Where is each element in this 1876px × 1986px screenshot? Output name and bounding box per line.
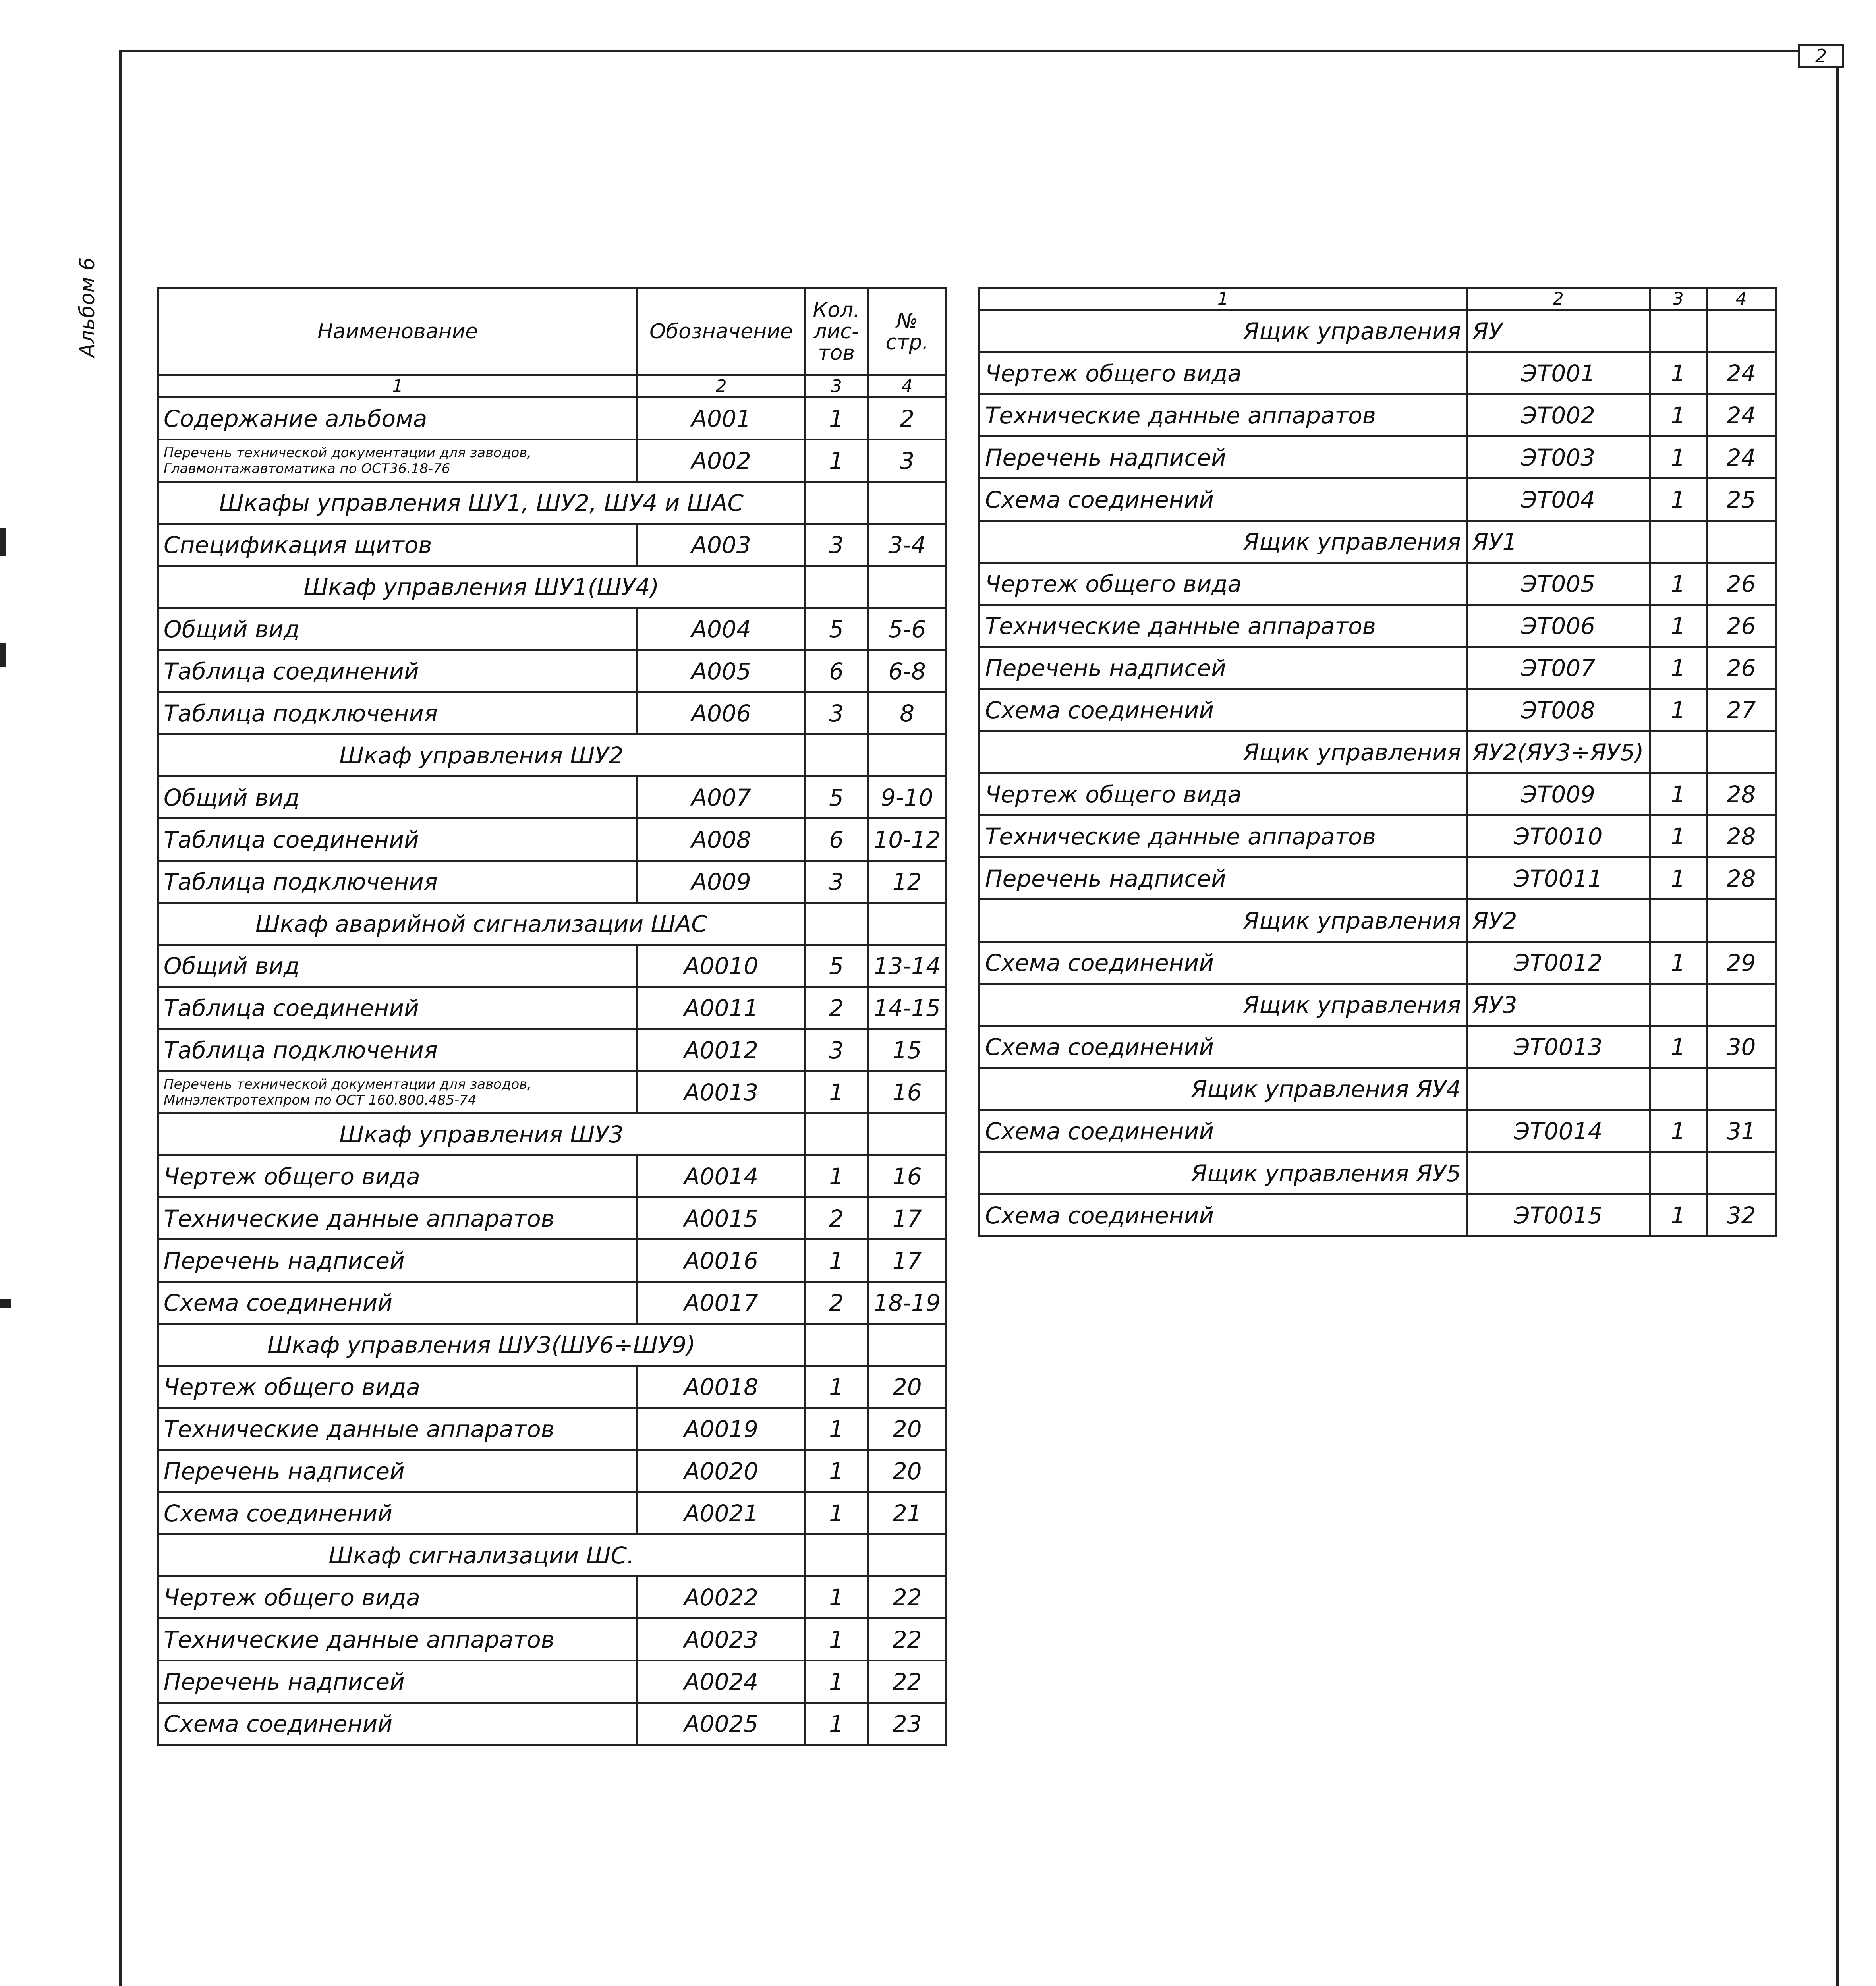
item-page: 2	[868, 398, 947, 440]
item-name: Таблица соединений	[158, 650, 638, 692]
item-page: 20	[868, 1366, 947, 1408]
table-row	[158, 1619, 947, 1661]
table-row	[158, 1661, 947, 1703]
item-sheets: 1	[1650, 1194, 1706, 1236]
section-title: Шкаф управления ШУ1(ШУ4)	[158, 566, 805, 608]
item-page: 26	[1706, 605, 1776, 647]
header-code: Обозначение	[638, 288, 805, 375]
item-name: Чертеж общего вида	[980, 563, 1467, 605]
section-code: ЯУ1	[1467, 521, 1650, 563]
item-name: Схема соединений	[980, 1194, 1467, 1236]
table-row	[158, 1366, 947, 1408]
item-name: Схема соединений	[980, 1026, 1467, 1068]
item-name: Чертеж общего вида	[158, 1366, 638, 1408]
section-row	[980, 1152, 1776, 1194]
item-name: Схема соединений	[158, 1703, 638, 1745]
item-page: 28	[1706, 858, 1776, 900]
item-page: 20	[868, 1450, 947, 1492]
item-name: Перечень надписей	[158, 1661, 638, 1703]
item-code: А005	[638, 650, 805, 692]
table-row	[158, 608, 947, 650]
item-sheets: 1	[1650, 437, 1706, 479]
item-sheets: 3	[805, 1029, 868, 1071]
col-number: 1	[158, 375, 638, 398]
item-page: 15	[868, 1029, 947, 1071]
item-name: Перечень технической документации для заводов, Главмонтажавтоматика по ОСТ36.18-76	[158, 440, 638, 482]
table-row	[158, 1450, 947, 1492]
section-title: Шкаф сигнализации ШС.	[158, 1534, 805, 1576]
section-title: Шкаф аварийной сигнализации ШАС	[158, 903, 805, 945]
empty-cell	[805, 566, 868, 608]
empty-cell	[1706, 731, 1776, 773]
item-page: 9-10	[868, 777, 947, 819]
item-page: 12	[868, 861, 947, 903]
item-page: 23	[868, 1703, 947, 1745]
empty-cell	[1706, 521, 1776, 563]
item-page: 22	[868, 1619, 947, 1661]
item-name: Содержание альбома	[158, 398, 638, 440]
item-code: А0010	[638, 945, 805, 987]
item-page: 18-19	[868, 1282, 947, 1324]
item-sheets: 1	[805, 1240, 868, 1282]
item-sheets: 1	[1650, 1026, 1706, 1068]
item-sheets: 1	[805, 1661, 868, 1703]
item-page: 3	[868, 440, 947, 482]
item-code: А0021	[638, 1492, 805, 1534]
empty-cell	[1650, 310, 1706, 352]
section-row	[158, 1534, 947, 1576]
section-title: Ящик управления	[980, 984, 1467, 1026]
item-page: 14-15	[868, 987, 947, 1029]
header-page: № стр.	[868, 288, 947, 375]
item-sheets: 3	[805, 692, 868, 734]
item-sheets: 1	[805, 1071, 868, 1113]
empty-cell	[1706, 1068, 1776, 1110]
table-row	[980, 605, 1776, 647]
table-row	[980, 437, 1776, 479]
item-name: Спецификация щитов	[158, 524, 638, 566]
empty-cell	[1650, 1068, 1706, 1110]
item-page: 22	[868, 1661, 947, 1703]
item-sheets: 1	[805, 1492, 868, 1534]
section-title: Шкаф управления ШУ3	[158, 1113, 805, 1155]
empty-cell	[1706, 1152, 1776, 1194]
empty-cell	[1706, 900, 1776, 942]
item-page: 32	[1706, 1194, 1776, 1236]
section-row	[980, 521, 1776, 563]
item-code: А0011	[638, 987, 805, 1029]
item-code: ЭТ006	[1467, 605, 1650, 647]
table-row	[980, 815, 1776, 858]
table-row	[158, 945, 947, 987]
item-code: А002	[638, 440, 805, 482]
item-page: 8	[868, 692, 947, 734]
item-name: Технические данные аппаратов	[980, 394, 1467, 437]
item-code: ЭТ0010	[1467, 815, 1650, 858]
empty-cell	[868, 903, 947, 945]
item-page: 17	[868, 1240, 947, 1282]
item-code: А0025	[638, 1703, 805, 1745]
item-name: Схема соединений	[980, 942, 1467, 984]
item-page: 16	[868, 1071, 947, 1113]
empty-cell	[1650, 900, 1706, 942]
col-number: 2	[1467, 288, 1650, 310]
item-name: Чертеж общего вида	[158, 1576, 638, 1619]
item-code: ЭТ004	[1467, 479, 1650, 521]
item-name: Перечень надписей	[158, 1240, 638, 1282]
section-title: Шкаф управления ШУ3(ШУ6÷ШУ9)	[158, 1324, 805, 1366]
item-code: А0023	[638, 1619, 805, 1661]
empty-cell	[868, 1113, 947, 1155]
empty-cell	[868, 1324, 947, 1366]
item-name: Технические данные аппаратов	[980, 815, 1467, 858]
item-sheets: 1	[1650, 647, 1706, 689]
table-row	[158, 692, 947, 734]
empty-cell	[805, 1113, 868, 1155]
section-code: ЯУ2	[1467, 900, 1650, 942]
item-code: ЭТ0011	[1467, 858, 1650, 900]
section-title: Ящик управления ЯУ5	[980, 1152, 1467, 1194]
item-code: ЭТ003	[1467, 437, 1650, 479]
table-row	[980, 352, 1776, 394]
item-page: 21	[868, 1492, 947, 1534]
item-sheets: 6	[805, 650, 868, 692]
item-code: А0012	[638, 1029, 805, 1071]
section-row	[158, 903, 947, 945]
item-code: ЭТ0012	[1467, 942, 1650, 984]
table-row	[158, 1198, 947, 1240]
item-page: 5-6	[868, 608, 947, 650]
item-sheets: 5	[805, 777, 868, 819]
item-sheets: 6	[805, 819, 868, 861]
section-row	[158, 1113, 947, 1155]
item-code: А003	[638, 524, 805, 566]
item-name: Перечень надписей	[980, 437, 1467, 479]
album-label: Альбом 6	[75, 257, 99, 357]
section-row	[980, 984, 1776, 1026]
item-code: ЭТ0014	[1467, 1110, 1650, 1152]
section-title: Шкаф управления ШУ2	[158, 734, 805, 777]
item-page: 24	[1706, 394, 1776, 437]
item-page: 26	[1706, 647, 1776, 689]
table-row	[980, 689, 1776, 731]
item-sheets: 1	[805, 440, 868, 482]
album-label-wrap	[75, 238, 123, 357]
item-name: Технические данные аппаратов	[158, 1619, 638, 1661]
item-name: Таблица соединений	[158, 987, 638, 1029]
item-sheets: 1	[805, 1576, 868, 1619]
item-name: Чертеж общего вида	[980, 352, 1467, 394]
section-title: Ящик управления	[980, 310, 1467, 352]
item-page: 10-12	[868, 819, 947, 861]
item-sheets: 2	[805, 987, 868, 1029]
item-sheets: 3	[805, 861, 868, 903]
section-code	[1467, 1152, 1650, 1194]
table-row	[158, 1071, 947, 1113]
item-sheets: 1	[1650, 773, 1706, 815]
table-row	[980, 563, 1776, 605]
item-code: А0019	[638, 1408, 805, 1450]
item-sheets: 1	[805, 1619, 868, 1661]
table-row	[158, 1282, 947, 1324]
col-number: 2	[638, 375, 805, 398]
item-name: Перечень надписей	[158, 1450, 638, 1492]
section-row	[980, 1068, 1776, 1110]
section-code: ЯУ2(ЯУ3÷ЯУ5)	[1467, 731, 1650, 773]
item-name: Общий вид	[158, 608, 638, 650]
item-code: А0014	[638, 1155, 805, 1198]
table-row	[980, 773, 1776, 815]
col-number: 4	[1706, 288, 1776, 310]
item-page: 28	[1706, 773, 1776, 815]
item-page: 27	[1706, 689, 1776, 731]
item-sheets: 1	[805, 1703, 868, 1745]
col-number: 1	[980, 288, 1467, 310]
header-name: Наименование	[158, 288, 638, 375]
item-sheets: 1	[805, 1155, 868, 1198]
sheet-number: 2	[1798, 44, 1844, 68]
contents-table-left	[157, 287, 947, 1746]
table-row	[980, 647, 1776, 689]
item-name: Схема соединений	[158, 1492, 638, 1534]
section-title: Ящик управления	[980, 900, 1467, 942]
section-title: Шкафы управления ШУ1, ШУ2, ШУ4 и ШАС	[158, 482, 805, 524]
item-name: Технические данные аппаратов	[980, 605, 1467, 647]
item-page: 20	[868, 1408, 947, 1450]
empty-cell	[1706, 310, 1776, 352]
item-name: Схема соединений	[980, 1110, 1467, 1152]
item-code: А001	[638, 398, 805, 440]
margin-mark	[0, 1299, 11, 1308]
table-row	[158, 440, 947, 482]
item-sheets: 1	[805, 1450, 868, 1492]
item-code: ЭТ001	[1467, 352, 1650, 394]
item-code: А004	[638, 608, 805, 650]
item-name: Таблица подключения	[158, 1029, 638, 1071]
item-code: ЭТ008	[1467, 689, 1650, 731]
item-sheets: 1	[1650, 689, 1706, 731]
item-name: Схема соединений	[980, 689, 1467, 731]
item-page: 24	[1706, 437, 1776, 479]
section-title: Ящик управления	[980, 521, 1467, 563]
item-code: А0020	[638, 1450, 805, 1492]
table-row	[980, 942, 1776, 984]
item-sheets: 1	[1650, 394, 1706, 437]
section-row	[158, 566, 947, 608]
table-row	[158, 1155, 947, 1198]
empty-cell	[1650, 521, 1706, 563]
item-name: Общий вид	[158, 777, 638, 819]
table-row	[980, 1194, 1776, 1236]
item-page: 13-14	[868, 945, 947, 987]
item-name: Таблица подключения	[158, 692, 638, 734]
table-row	[158, 398, 947, 440]
item-sheets: 1	[805, 1408, 868, 1450]
item-page: 25	[1706, 479, 1776, 521]
table-row	[980, 858, 1776, 900]
item-name: Перечень надписей	[980, 858, 1467, 900]
item-code: А0013	[638, 1071, 805, 1113]
item-page: 28	[1706, 815, 1776, 858]
item-code: А009	[638, 861, 805, 903]
col-number: 4	[868, 375, 947, 398]
table-row	[158, 524, 947, 566]
item-page: 29	[1706, 942, 1776, 984]
item-code: А008	[638, 819, 805, 861]
item-sheets: 1	[805, 1366, 868, 1408]
item-name: Чертеж общего вида	[980, 773, 1467, 815]
empty-cell	[868, 734, 947, 777]
table-row	[158, 819, 947, 861]
section-row	[980, 900, 1776, 942]
item-name: Таблица соединений	[158, 819, 638, 861]
section-row	[980, 310, 1776, 352]
contents-table-right	[978, 287, 1777, 1237]
item-code: А0024	[638, 1661, 805, 1703]
empty-cell	[1650, 984, 1706, 1026]
item-page: 3-4	[868, 524, 947, 566]
table-row	[158, 1492, 947, 1534]
item-sheets: 1	[1650, 479, 1706, 521]
item-code: А007	[638, 777, 805, 819]
item-sheets: 1	[1650, 858, 1706, 900]
item-page: 6-8	[868, 650, 947, 692]
section-row	[158, 482, 947, 524]
item-sheets: 1	[1650, 563, 1706, 605]
table-row	[158, 1408, 947, 1450]
item-name: Схема соединений	[980, 479, 1467, 521]
item-code: А0017	[638, 1282, 805, 1324]
section-code: ЯУ	[1467, 310, 1650, 352]
table-row	[158, 1703, 947, 1745]
item-page: 16	[868, 1155, 947, 1198]
item-name: Технические данные аппаратов	[158, 1408, 638, 1450]
empty-cell	[1650, 731, 1706, 773]
empty-cell	[868, 566, 947, 608]
item-code: ЭТ007	[1467, 647, 1650, 689]
item-sheets: 1	[1650, 352, 1706, 394]
empty-cell	[868, 482, 947, 524]
item-name: Чертеж общего вида	[158, 1155, 638, 1198]
item-page: 30	[1706, 1026, 1776, 1068]
item-sheets: 2	[805, 1282, 868, 1324]
section-row	[158, 734, 947, 777]
empty-cell	[805, 1534, 868, 1576]
item-code: А006	[638, 692, 805, 734]
item-sheets: 5	[805, 945, 868, 987]
item-sheets: 5	[805, 608, 868, 650]
table-row	[158, 987, 947, 1029]
table-row	[158, 861, 947, 903]
table-row	[980, 394, 1776, 437]
section-title: Ящик управления	[980, 731, 1467, 773]
section-title: Ящик управления ЯУ4	[980, 1068, 1467, 1110]
item-sheets: 1	[1650, 605, 1706, 647]
margin-mark	[0, 528, 6, 556]
col-number: 3	[1650, 288, 1706, 310]
item-code: А0016	[638, 1240, 805, 1282]
table-row	[158, 1576, 947, 1619]
item-name: Общий вид	[158, 945, 638, 987]
table-row	[980, 1110, 1776, 1152]
item-sheets: 3	[805, 524, 868, 566]
table-row	[158, 777, 947, 819]
item-name: Схема соединений	[158, 1282, 638, 1324]
item-page: 24	[1706, 352, 1776, 394]
item-code: А0015	[638, 1198, 805, 1240]
table-row	[158, 1240, 947, 1282]
item-sheets: 1	[1650, 942, 1706, 984]
item-sheets: 2	[805, 1198, 868, 1240]
empty-cell	[805, 1324, 868, 1366]
item-page: 26	[1706, 563, 1776, 605]
empty-cell	[805, 482, 868, 524]
item-sheets: 1	[805, 398, 868, 440]
item-page: 17	[868, 1198, 947, 1240]
section-row	[158, 1324, 947, 1366]
item-sheets: 1	[1650, 1110, 1706, 1152]
section-code	[1467, 1068, 1650, 1110]
item-code: ЭТ002	[1467, 394, 1650, 437]
empty-cell	[1650, 1152, 1706, 1194]
item-page: 22	[868, 1576, 947, 1619]
item-code: А0022	[638, 1576, 805, 1619]
item-sheets: 1	[1650, 815, 1706, 858]
item-page: 31	[1706, 1110, 1776, 1152]
margin-mark	[0, 643, 6, 667]
header-sheets: Кол. лис-тов	[805, 288, 868, 375]
item-name: Перечень надписей	[980, 647, 1467, 689]
section-row	[980, 731, 1776, 773]
item-code: ЭТ0013	[1467, 1026, 1650, 1068]
item-name: Технические данные аппаратов	[158, 1198, 638, 1240]
empty-cell	[805, 903, 868, 945]
item-name: Перечень технической документации для заводов, Минэлектротехпром по ОСТ 160.800.485-74	[158, 1071, 638, 1113]
empty-cell	[1706, 984, 1776, 1026]
item-name: Таблица подключения	[158, 861, 638, 903]
item-code: ЭТ0015	[1467, 1194, 1650, 1236]
section-code: ЯУ3	[1467, 984, 1650, 1026]
empty-cell	[805, 734, 868, 777]
item-code: ЭТ009	[1467, 773, 1650, 815]
table-row	[158, 1029, 947, 1071]
table-row	[980, 1026, 1776, 1068]
item-code: ЭТ005	[1467, 563, 1650, 605]
table-row	[158, 650, 947, 692]
table-row	[980, 479, 1776, 521]
empty-cell	[868, 1534, 947, 1576]
col-number: 3	[805, 375, 868, 398]
item-code: А0018	[638, 1366, 805, 1408]
